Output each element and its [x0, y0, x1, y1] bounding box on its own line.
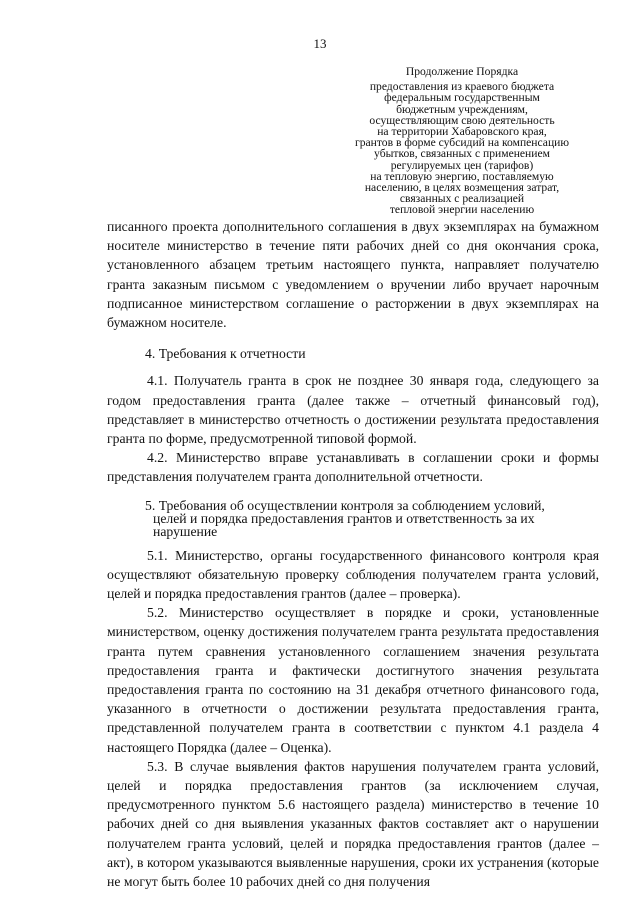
- header-line: тепловой энергии населению: [389, 203, 535, 217]
- header-line: осуществляющим свою деятельность: [369, 113, 555, 127]
- header-line: предоставления из краевого бюджета: [369, 80, 555, 94]
- paragraph-5-3: 5.3. В случае выявления фактов нарушения получателем гранта условий, целей и порядка предоставления грантов (за исключением случая, предусмотренного пунктом 5.6 настоящего раздела) министерство в течение 10 рабочих дней со дня выявления указанных фактов составляет акт о нарушении получателем гранта условий, целей и порядка предоставления грантов (далее – акт), в котором указываются выявленные нарушения, сроки их устранения (которые не могут быть более 10 рабочих дней со дня получения: [107, 758, 599, 890]
- section-4-heading: 4. Требования к отчетности: [145, 346, 306, 362]
- section-5-heading-line: нарушение: [153, 523, 218, 539]
- header-line: Продолжение Порядка: [405, 65, 519, 78]
- header-line: связанных с реализацией: [399, 192, 525, 206]
- section-5-heading-line: 5. Требования об осуществлении контроля за соблюдением условий,: [145, 497, 545, 513]
- paragraph-5-2: 5.2. Министерство осуществляет в порядке и сроки, установленные министерством, оценку достижения получателем гранта результата предоставления гранта путем сравнения установленного соглашением значения результата предоставления гранта и фактически достигнутого значения результата предоставления гранта по состоянию на 31 декабря отчетного финансового года, указанного в отчетности о достижении результата предоставления гранта, представленной получателем гранта в соответствии с пунктом 4.1 раздела 4 настоящего Порядка (далее – Оценка).: [107, 605, 599, 755]
- header-line: бюджетным учреждениям,: [396, 102, 528, 116]
- header-line: населению, в целях возмещения затрат,: [364, 181, 560, 195]
- document-body: [107, 217, 599, 891]
- header-line: на тепловую энергию, поставляемую: [370, 169, 554, 183]
- paragraph-5-1: 5.1. Министерство, органы государственного финансового контроля края осуществляют обязательную проверку соблюдения получателем гранта условий, целей и порядка предоставления грантов (далее – проверка).: [107, 547, 599, 602]
- document-header: [332, 66, 592, 216]
- section-5-heading: [107, 499, 599, 538]
- paragraph-4-1: 4.1. Получатель гранта в срок не позднее 30 января года, следующего за годом предоставления гранта (далее также – отчетный финансовый год), представляет в министерство отчетность о достижении результата предоставления гранта по форме, предусмотренной типовой формой.: [107, 373, 599, 447]
- section-5-heading-line: целей и порядка предоставления грантов и ответственность за их: [153, 510, 535, 526]
- header-line: грантов в форме субсидий на компенсацию: [354, 136, 570, 150]
- header-line: регулируемых цен (тарифов): [390, 158, 534, 172]
- header-line: на территории Хабаровского края,: [377, 125, 547, 139]
- paragraph-4-2: 4.2. Министерство вправе устанавливать в соглашении сроки и формы представления получателем гранта дополнительной отчетности.: [107, 450, 599, 485]
- page-number: 13: [313, 36, 327, 51]
- paragraph-continuation: писанного проекта дополнительного соглашения в двух экземплярах на бумажном носителе министерство в течение пяти рабочих дней со дня окончания срока, установленного абзацем третьим настоящего пункта, направляет получателю гранта заказным письмом с уведомлением о вручении либо вручает нарочным подписанное министерством соглашение о расторжении в двух экземплярах на бумажном носителе.: [107, 219, 599, 331]
- header-line: убытков, связанных с применением: [374, 147, 550, 161]
- header-line: федеральным государственным: [384, 91, 540, 105]
